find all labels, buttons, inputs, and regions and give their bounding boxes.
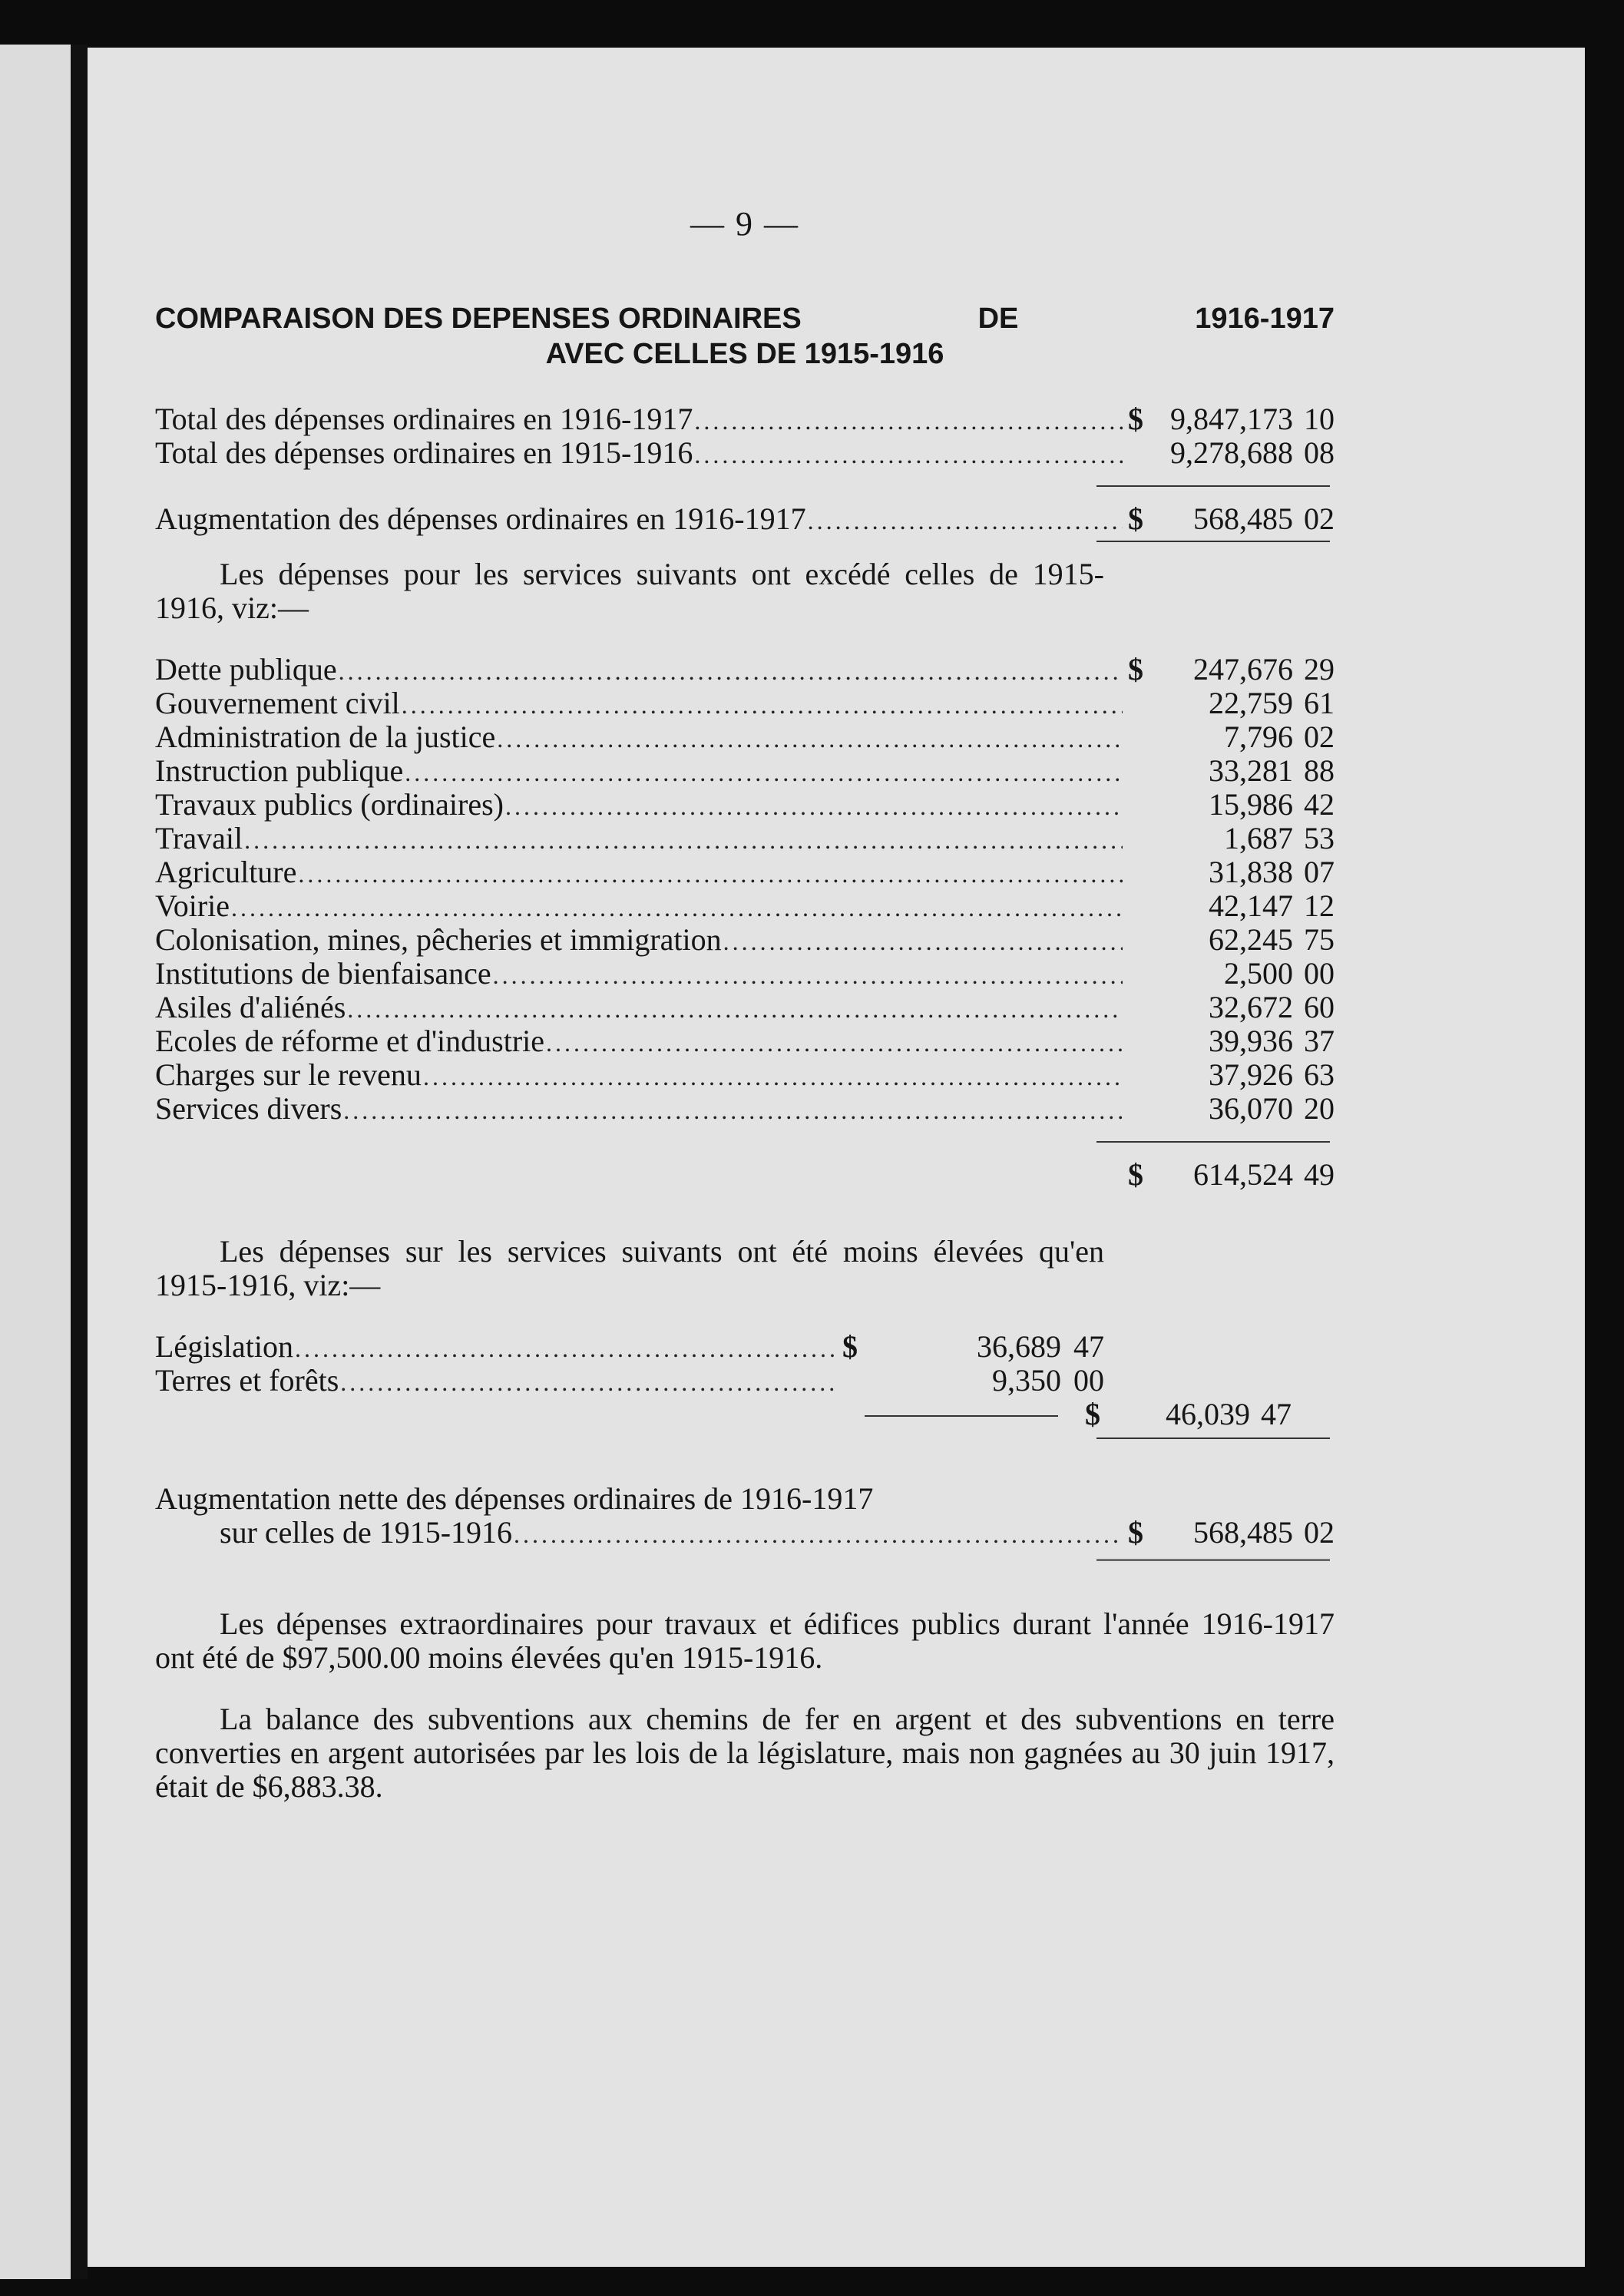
row-amount: 62,245: [1209, 922, 1293, 957]
row-amount: 37,926: [1209, 1057, 1293, 1092]
total-amount: 46,039: [1166, 1397, 1250, 1431]
lower-intro: Les dépenses sur les services suivants ont été moins élevées qu'en 1915-1916, viz:—: [155, 1234, 1104, 1302]
row-label: Total des dépenses ordinaires en 1915-1916: [155, 435, 693, 470]
table-row: [155, 402, 1335, 436]
row-label: Administration de la justice: [155, 720, 496, 754]
row-amount: 39,936: [1209, 1024, 1293, 1058]
leader-dots: [244, 823, 1123, 857]
row-cents: 20: [1304, 1091, 1335, 1126]
title-line-2: AVEC CELLES DE 1915-1916: [545, 338, 944, 370]
row-label: Travaux publics (ordinaires): [155, 787, 504, 822]
row-cents: 00: [1073, 1363, 1104, 1398]
total-amount: 614,524: [1193, 1157, 1293, 1192]
leader-dots: [505, 789, 1123, 823]
row-label: Institutions de bienfaisance: [155, 956, 491, 991]
row-label: Charges sur le revenu: [155, 1057, 422, 1092]
table-row: [155, 720, 1335, 754]
page-title: [155, 301, 1335, 372]
facing-page-edge: [0, 45, 71, 2279]
table-row: [155, 991, 1335, 1024]
double-rule: [1096, 1559, 1330, 1564]
exceeded-intro: Les dépenses pour les services suivants ont excédé celles de 1915-1916, viz:—: [155, 557, 1104, 625]
row-cents: 02: [1304, 720, 1335, 754]
leader-dots: [493, 958, 1123, 992]
leader-dots: [694, 404, 1123, 438]
leader-dots: [347, 992, 1123, 1026]
table-row: [155, 957, 1335, 991]
row-cents: 00: [1304, 956, 1335, 991]
row-amount: 36,070: [1209, 1091, 1293, 1126]
table-row: [155, 1364, 1104, 1398]
leader-dots: [514, 1517, 1123, 1551]
row-amount: 1,687: [1224, 821, 1293, 855]
row-cents: 37: [1304, 1024, 1335, 1058]
row-label: Législation: [155, 1329, 293, 1364]
row-cents: 12: [1304, 888, 1335, 923]
table-row: [155, 923, 1335, 957]
net-increase-label-2: sur celles de 1915-1916: [220, 1515, 513, 1550]
row-amount: 31,838: [1209, 855, 1293, 889]
table-row: [155, 788, 1335, 822]
row-amount: 247,676: [1193, 652, 1293, 686]
leader-dots: [340, 1365, 837, 1399]
table-row: [155, 855, 1335, 889]
row-amount: 7,796: [1224, 720, 1293, 754]
row-label: Dette publique: [155, 652, 337, 686]
row-label: Agriculture: [155, 855, 297, 889]
row-label: Voirie: [155, 888, 230, 923]
row-label: Colonisation, mines, pêcheries et immigration: [155, 922, 722, 957]
table-row: [155, 1330, 1104, 1364]
lower-total-row: [155, 1398, 1335, 1431]
table-row: [155, 653, 1335, 686]
row-cents: 53: [1304, 821, 1335, 855]
exceeded-services-table: [155, 653, 1335, 1126]
currency-sign: $: [1128, 402, 1143, 436]
row-amount: 32,672: [1209, 990, 1293, 1024]
row-label: Travail: [155, 821, 243, 855]
row-amount: 9,350: [992, 1363, 1061, 1398]
currency-sign: $: [1128, 652, 1143, 686]
table-row: [155, 1058, 1335, 1092]
paragraph-subsidies: La balance des subventions aux chemins de fer en argent et des subventions en terre converties en argent autorisées par les lois de la législature, mais non gagnées au 30 juin 1917, était de $6,883.38.: [155, 1702, 1335, 1804]
net-increase-amount: 568,485: [1193, 1515, 1293, 1550]
leader-dots: [423, 1060, 1123, 1093]
row-amount: 42,147: [1209, 888, 1293, 923]
title-part-2: DE: [977, 303, 1019, 335]
row-amount: 33,281: [1209, 753, 1293, 788]
row-label: Instruction publique: [155, 753, 404, 788]
row-amount: 9,278,688: [1170, 435, 1293, 470]
table-row: [155, 686, 1335, 720]
table-row: [155, 822, 1335, 855]
row-amount: 15,986: [1209, 787, 1293, 822]
net-increase-label-1: Augmentation nette des dépenses ordinaires de 1916-1917: [155, 1481, 874, 1516]
row-label: Terres et forêts: [155, 1363, 339, 1398]
leader-dots: [339, 654, 1123, 688]
leader-dots: [405, 756, 1123, 789]
leader-dots: [694, 438, 1123, 471]
row-label: Gouvernement civil: [155, 686, 400, 720]
row-cents: 63: [1304, 1057, 1335, 1092]
leader-dots: [295, 1332, 837, 1365]
leader-dots: [497, 722, 1123, 756]
row-cents: 02: [1304, 501, 1335, 536]
row-label: Asiles d'aliénés: [155, 990, 346, 1024]
row-cents: 88: [1304, 753, 1335, 788]
currency-sign: $: [842, 1329, 858, 1364]
leader-dots: [231, 891, 1123, 925]
net-increase-cents: 02: [1304, 1515, 1335, 1550]
leader-dots: [402, 688, 1123, 722]
row-cents: 08: [1304, 435, 1335, 470]
row-label: Total des dépenses ordinaires en 1916-1917: [155, 402, 693, 436]
leader-dots: [723, 925, 1123, 958]
row-label: Ecoles de réforme et d'industrie: [155, 1024, 545, 1058]
row-label: Services divers: [155, 1091, 342, 1126]
row-amount: 9,847,173: [1170, 402, 1293, 436]
currency-sign: $: [1085, 1397, 1100, 1431]
lower-services-table: [155, 1330, 1335, 1398]
row-cents: 47: [1073, 1329, 1104, 1364]
row-cents: 60: [1304, 990, 1335, 1024]
exceeded-total-row: [155, 1158, 1335, 1192]
row-cents: 29: [1304, 652, 1335, 686]
row-amount: 2,500: [1224, 956, 1293, 991]
row-label: Augmentation des dépenses ordinaires en 1916-1917: [155, 501, 806, 536]
currency-sign: $: [1128, 1515, 1143, 1550]
totals-table: [155, 402, 1335, 470]
total-cents: 47: [1261, 1397, 1292, 1431]
sum-line: [865, 1415, 1058, 1417]
row-amount: 568,485: [1193, 501, 1293, 536]
table-row: [155, 436, 1335, 470]
total-cents: 49: [1304, 1157, 1335, 1192]
row-amount: 36,689: [977, 1329, 1061, 1364]
leader-dots: [343, 1093, 1123, 1127]
increase-row: [155, 502, 1335, 536]
net-increase-block: [155, 1482, 1335, 1550]
page-number: — 9 —: [690, 205, 799, 243]
paragraph-extraordinary: Les dépenses extraordinaires pour travaux et édifices publics durant l'année 1916-1917 ont été de $97,500.00 moins élevées qu'en 1915-1916.: [155, 1606, 1335, 1675]
currency-sign: $: [1128, 501, 1143, 536]
page-gutter: [71, 45, 88, 2279]
row-amount: 22,759: [1209, 686, 1293, 720]
table-row: [155, 754, 1335, 788]
row-cents: 42: [1304, 787, 1335, 822]
leader-dots: [808, 504, 1123, 538]
title-part-1: COMPARAISON DES DEPENSES ORDINAIRES: [155, 303, 802, 335]
page-content: [155, 207, 1335, 1804]
leader-dots: [298, 857, 1123, 891]
row-cents: 07: [1304, 855, 1335, 889]
leader-dots: [546, 1026, 1123, 1060]
row-cents: 10: [1304, 402, 1335, 436]
currency-sign: $: [1128, 1157, 1143, 1192]
table-row: [155, 1024, 1335, 1058]
table-row: [155, 889, 1335, 923]
row-cents: 61: [1304, 686, 1335, 720]
row-cents: 75: [1304, 922, 1335, 957]
title-part-3: 1916-1917: [1195, 303, 1335, 335]
table-row: [155, 1092, 1335, 1126]
